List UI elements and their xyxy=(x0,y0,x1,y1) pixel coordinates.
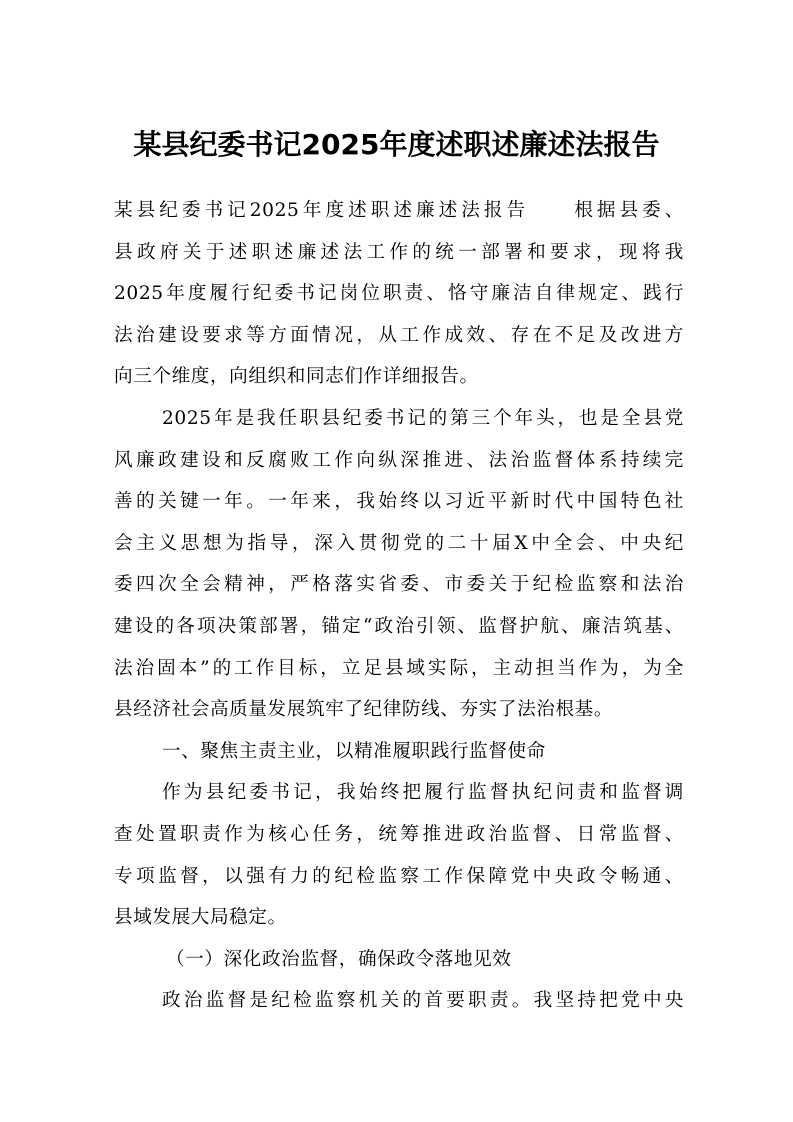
paragraph-line: 2025年是我任职县纪委书记的第三个年头，也是全县党 xyxy=(162,407,684,429)
paragraph-line: 县经济社会高质量发展筑牢了纪律防线、夯实了法治根基。 xyxy=(114,699,614,721)
paragraph-line: 专项监督，以强有力的纪检监察工作保障党中央政令畅通、 xyxy=(114,865,684,887)
paragraph-line: 建设的各项决策部署，锚定“政治引领、监督护航、廉洁筑基、 xyxy=(114,615,684,637)
paragraph-line: 2025年度履行纪委书记岗位职责、恪守廉洁自律规定、践行 xyxy=(114,283,684,305)
paragraph-line: 查处置职责作为核心任务，统筹推进政治监督、日常监督、 xyxy=(114,823,684,845)
paragraph-line: 委四次全会精神，严格落实省委、市委关于纪检监察和法治 xyxy=(114,574,684,596)
document-title: 某县纪委书记2025年度述职述廉述法报告 xyxy=(133,128,660,161)
paragraph-line: 向三个维度，向组织和同志们作详细报告。 xyxy=(114,366,479,388)
paragraph-line: 会主义思想为指导，深入贯彻党的二十届X中全会、中央纪 xyxy=(114,532,684,554)
paragraph-line: 风廉政建设和反腐败工作向纵深推进、法治监督体系持续完 xyxy=(114,449,684,471)
paragraph-line: 法治固本”的工作目标，立足县域实际，主动担当作为，为全 xyxy=(114,657,684,679)
paragraph-line: 法治建设要求等方面情况，从工作成效、存在不足及改进方 xyxy=(114,324,684,346)
paragraph-line: 政治监督是纪检监察机关的首要职责。我坚持把党中央 xyxy=(162,990,684,1012)
paragraph-line: 善的关键一年。一年来，我始终以习近平新时代中国特色社 xyxy=(114,491,684,513)
document-body xyxy=(114,190,684,1022)
paragraph-line: 作为县纪委书记，我始终把履行监督执纪问责和监督调 xyxy=(162,782,684,804)
paragraph-line: 某县纪委书记2025年度述职述廉述法报告 根据县委、 xyxy=(114,200,684,221)
paragraph-line: 县政府关于述职述廉述法工作的统一部署和要求，现将我 xyxy=(114,241,684,263)
subsection-heading: （一）深化政治监督，确保政令落地见效 xyxy=(166,948,512,970)
paragraph-line: 县域发展大局稳定。 xyxy=(114,907,287,929)
section-heading: 一、聚焦主责主业，以精准履职践行监督使命 xyxy=(162,740,546,762)
